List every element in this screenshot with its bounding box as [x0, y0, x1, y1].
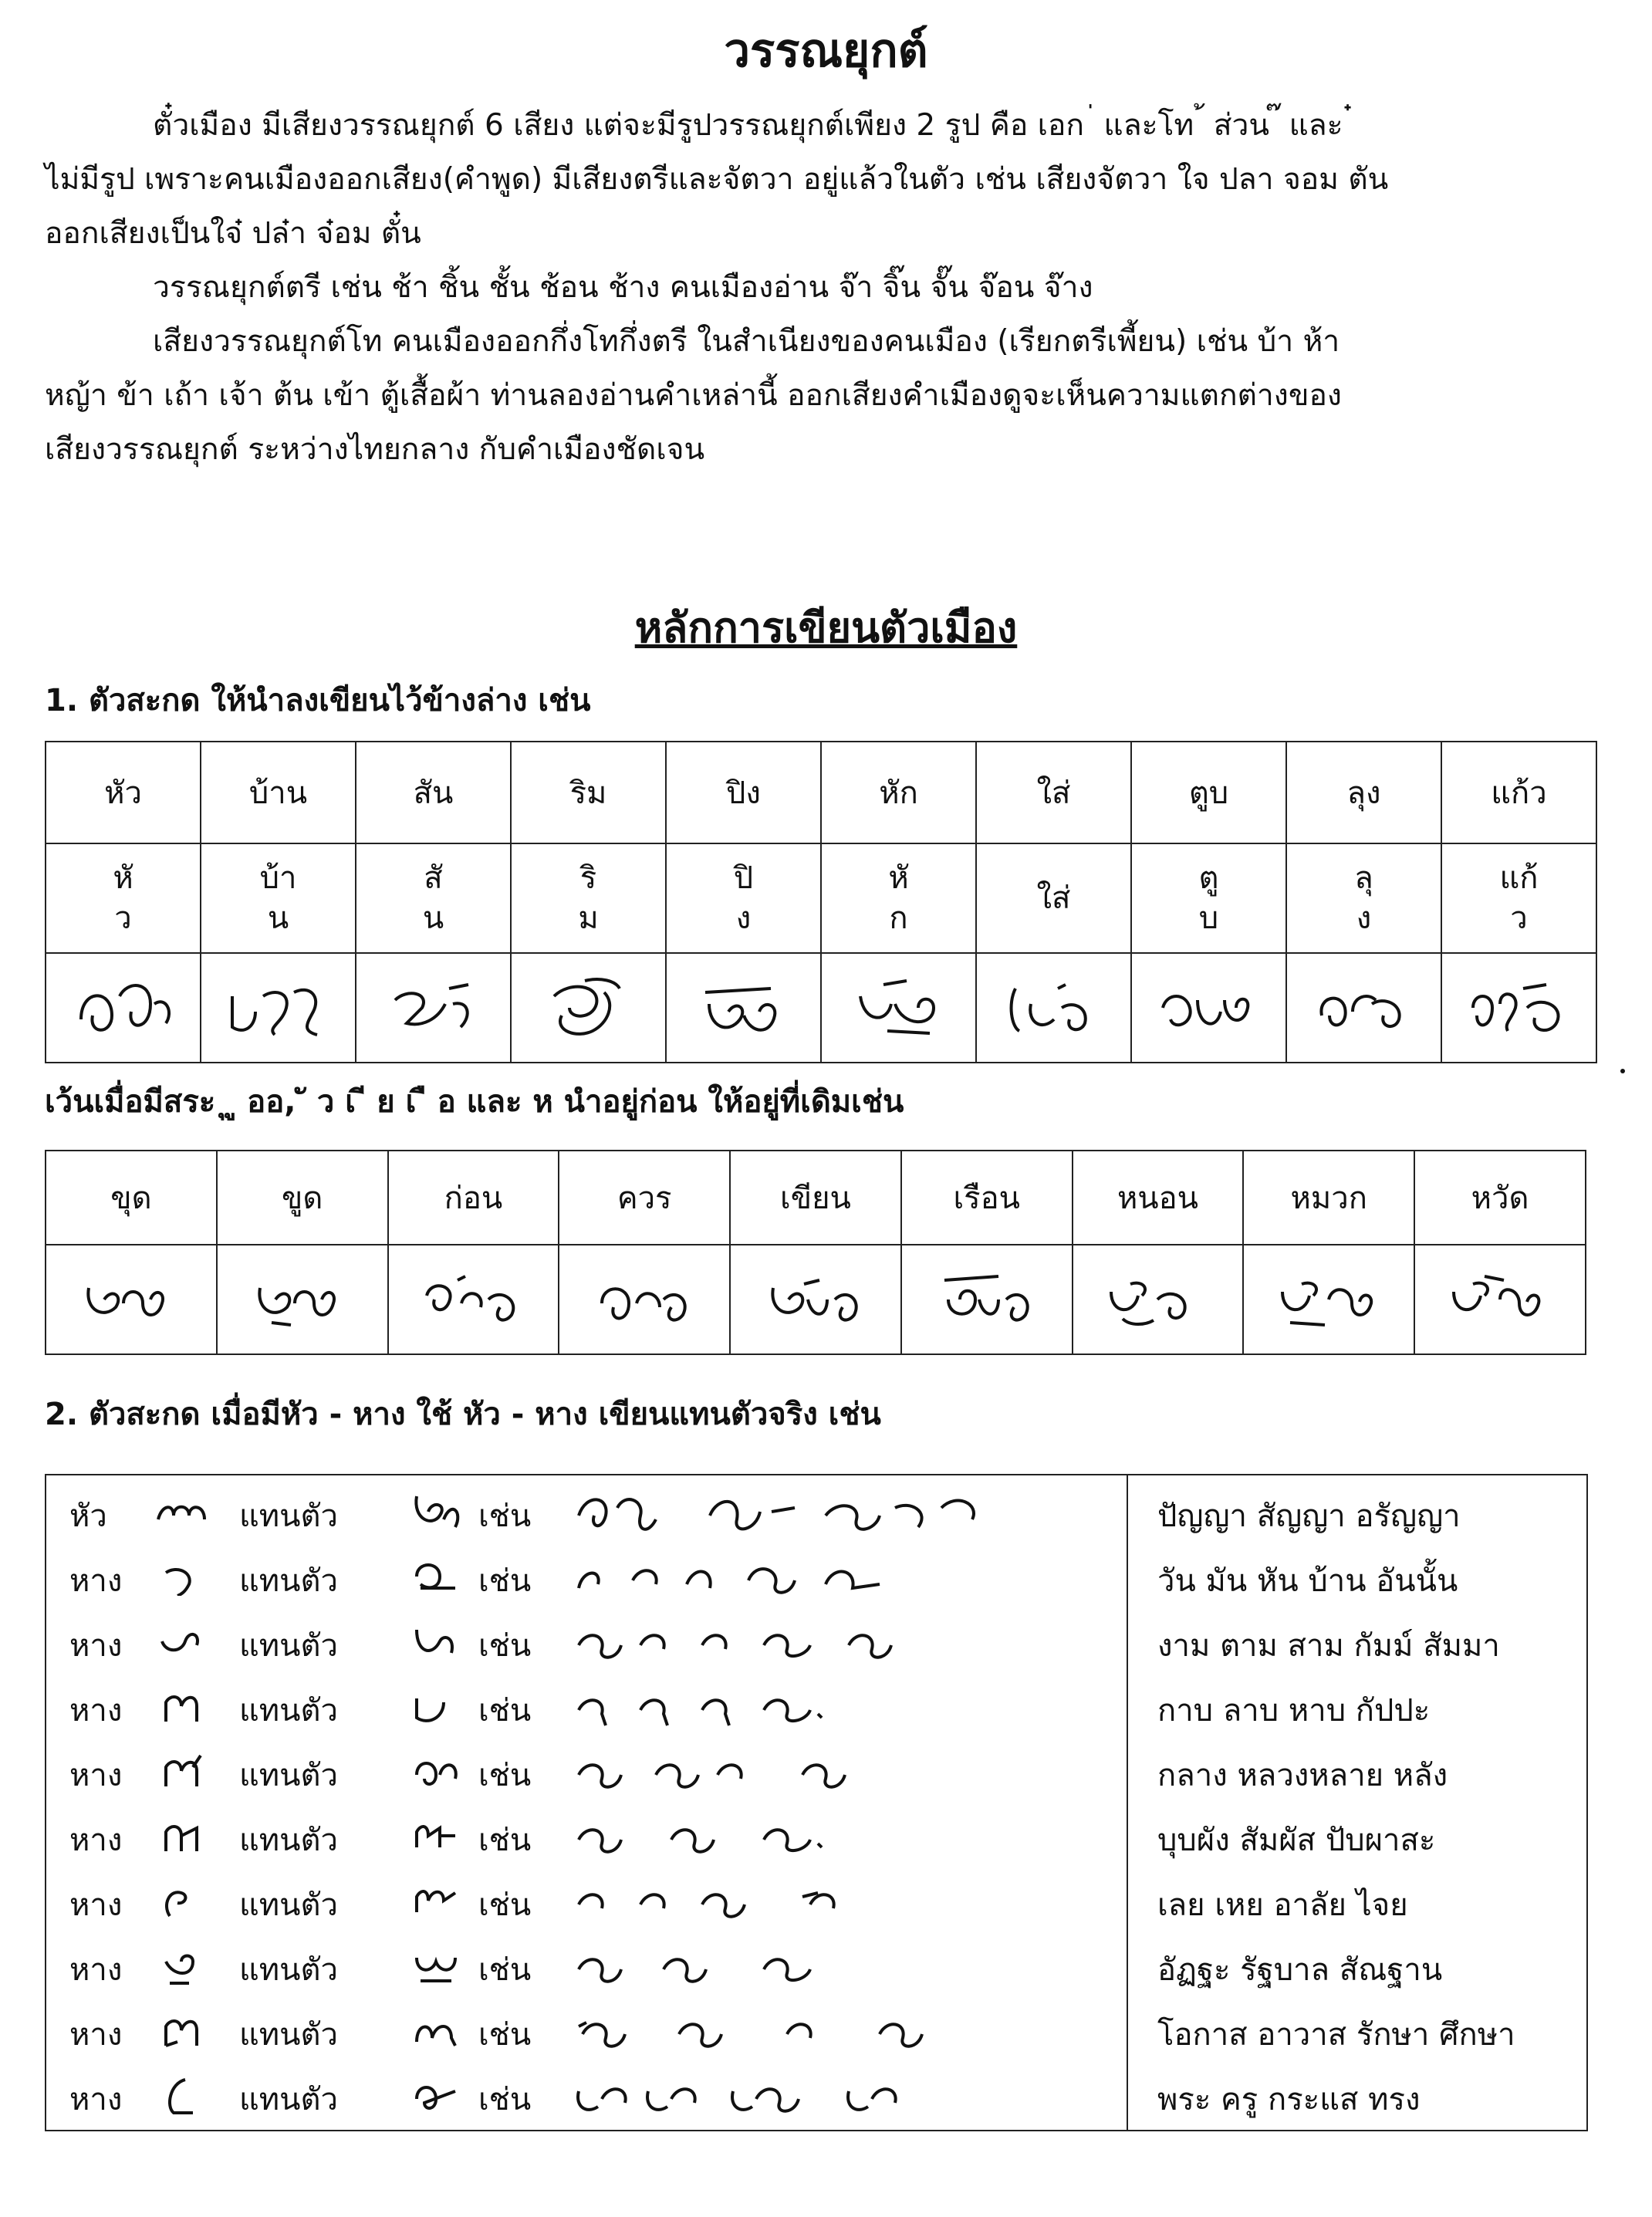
tail-row [69, 1613, 1119, 1678]
thai-example: กลาง หลวงหลาย หลัง [1157, 1758, 1448, 1793]
lanna-handwriting [571, 1550, 1119, 1611]
table-cell-word: ขุด [46, 1151, 217, 1245]
table-cell-word: เรือน [901, 1151, 1073, 1245]
table-row-words [46, 1151, 1586, 1245]
lanna-letter [394, 1813, 478, 1867]
table-cell-word: บ้าน [201, 742, 356, 843]
stacked-top: บ้า [259, 860, 297, 896]
stacked-bottom: ม [578, 901, 599, 936]
tail-row [69, 2067, 1119, 2131]
thai-example: พระ ครู กระแส ทรง [1157, 2082, 1421, 2117]
tail-instead-label: แทนตัว [239, 2017, 338, 2053]
tail-part-label: หาง [69, 1758, 123, 1793]
stacked-bottom: ง [1356, 901, 1372, 936]
table-cell-word: ก่อน [388, 1151, 559, 1245]
tail-row [69, 1872, 1119, 1937]
tail-glyph [154, 1946, 239, 1992]
tail-part-label: หาง [69, 1887, 123, 1923]
table-cell-word: หัก [821, 742, 976, 843]
stacked-top: ใส่ [1036, 880, 1071, 916]
tail-instead-label: แทนตัว [239, 1887, 338, 1923]
tail-part-label: หาง [69, 1952, 123, 1988]
tail-instead-label: แทนตัว [239, 1952, 338, 1988]
intro-line: หญ้า ข้า เถ้า เจ้า ต้น เข้า ตู้เสื้อผ้า ท่านลองอ่านคำเหล่านี้ ออกเสียงคำเมืองดูจะเห็นความแตกต่างของ [45, 378, 1342, 413]
lanna-handwriting [571, 1874, 1119, 1935]
tail-glyph [154, 1752, 239, 1798]
stacked-top: ลุ [1354, 860, 1373, 896]
stray-dot [1620, 1069, 1625, 1073]
lanna-handwriting [1286, 953, 1441, 1063]
table-cell-word: เขียน [730, 1151, 901, 1245]
table-cell-word: ใส่ [976, 742, 1131, 843]
tail-instead-label: แทนตัว [239, 1563, 338, 1599]
tail-instead-label: แทนตัว [239, 1628, 338, 1664]
lanna-handwriting [46, 953, 201, 1063]
lanna-handwriting [356, 953, 511, 1063]
tail-glyph [154, 1881, 239, 1928]
section-title: หลักการเขียนตัวเมือง [634, 603, 1018, 652]
tail-glyph [154, 1492, 239, 1539]
tail-part-label: หาง [69, 1563, 123, 1599]
lanna-handwriting [571, 2003, 1119, 2065]
lanna-handwriting [559, 1245, 730, 1354]
stacked-top: สั [424, 860, 443, 896]
tail-row [69, 1807, 1119, 1872]
lanna-handwriting [1131, 953, 1286, 1063]
stacked-top: ตู [1198, 860, 1219, 896]
table-row-lanna-script [46, 1245, 1586, 1354]
tail-glyph [154, 1687, 239, 1733]
rule-1-heading: 1. ตัวสะกด ให้นำลงเขียนไว้ข้างล่าง เช่น [45, 683, 591, 718]
lanna-handwriting [1414, 1245, 1586, 1354]
lanna-handwriting [571, 2068, 1119, 2130]
intro-line: เสียงวรรณยุกต์โท คนเมืองออกกึ่งโทกึ่งตรี ในสำเนียงของคนเมือง (เรียกตรีเพี้ยน) เช่น บ้า ห้า [153, 324, 1340, 359]
thai-example: กาบ ลาบ หาบ กัปปะ [1157, 1693, 1431, 1729]
stacked-bottom: น [267, 901, 289, 936]
tail-eg-label: เช่น [478, 1758, 532, 1793]
lanna-handwriting [46, 1245, 217, 1354]
intro-line: ตั๋วเมือง มีเสียงวรรณยุกต์ 6 เสียง แต่จะมีรูปวรรณยุกต์เพียง 2 รูป คือ เอก ่ และโท ้ ส่วน ๊ และ ๋ [153, 108, 1353, 143]
lanna-handwriting [571, 1679, 1119, 1741]
tail-eg-label: เช่น [478, 1887, 532, 1923]
tail-glyph [154, 1622, 239, 1668]
lanna-letter [394, 2007, 478, 2062]
final-consonant-table [45, 741, 1597, 1063]
table-cell-word: หมวก [1243, 1151, 1414, 1245]
lanna-letter [394, 1618, 478, 1673]
tail-eg-label: เช่น [478, 1693, 532, 1729]
table-cell-word: แก้ว [1441, 742, 1596, 843]
page-title: วรรณยุกต์ [724, 24, 928, 78]
tail-glyph [154, 1817, 239, 1863]
lanna-handwriting [571, 1938, 1119, 2000]
table-cell-word: ควร [559, 1151, 730, 1245]
tail-part-label: หาง [69, 1628, 123, 1664]
tail-part-label: หาง [69, 2082, 123, 2117]
lanna-handwriting [901, 1245, 1073, 1354]
table-cell-stacked [821, 843, 976, 953]
lanna-handwriting [1441, 953, 1596, 1063]
stacked-top: แก้ [1499, 860, 1539, 896]
table-cell-word: หวัด [1414, 1151, 1586, 1245]
table-cell-stacked [976, 843, 1131, 953]
table-cell-stacked [666, 843, 821, 953]
lanna-handwriting [571, 1614, 1119, 1676]
lanna-handwriting [511, 953, 666, 1063]
head-tail-box [45, 1474, 1588, 2131]
lanna-handwriting [821, 953, 976, 1063]
table-cell-word: ขูด [217, 1151, 388, 1245]
tail-instead-label: แทนตัว [239, 1693, 338, 1729]
thai-example: โอกาส อาวาส รักษา ศึกษา [1157, 2017, 1515, 2053]
table-cell-word: ตูบ [1131, 742, 1286, 843]
table-cell-stacked [1131, 843, 1286, 953]
lanna-letter [394, 1489, 478, 1543]
tail-part-label: หาง [69, 1823, 123, 1858]
table-row-lanna-script [46, 953, 1596, 1063]
exception-note: เว้นเมื่อมีสระ ุ ู ออ, ั ว เ ี ย เ ื อ และ ห นำอยู่ก่อน ให้อยู่ที่เดิมเช่น [45, 1084, 904, 1120]
tail-eg-label: เช่น [478, 1952, 532, 1988]
table-cell-word: ริม [511, 742, 666, 843]
thai-example: อัฏฐะ รัฐบาล สัณฐาน [1157, 1952, 1443, 1988]
lanna-handwriting [571, 1744, 1119, 1806]
tail-row [69, 1678, 1119, 1742]
intro-line: เสียงวรรณยุกต์ ระหว่างไทยกลาง กับคำเมืองชัดเจน [45, 432, 705, 467]
tail-row [69, 1742, 1119, 1807]
tail-eg-label: เช่น [478, 2082, 532, 2117]
thai-example: วัน มัน หัน บ้าน อันนั้น [1157, 1563, 1458, 1599]
lanna-handwriting [201, 953, 356, 1063]
stacked-top: หั [113, 860, 133, 896]
stacked-bottom: ก [889, 901, 908, 936]
lanna-letter [394, 2072, 478, 2127]
intro-line: ไม่มีรูป เพราะคนเมืองออกเสียง(คำพูด) มีเสียงตรีและจัตวา อยู่แล้วในตัว เช่น เสียงจัตวา ใจ ปลา จอม ตัน [45, 162, 1389, 197]
stacked-top: ปิ [733, 860, 754, 896]
tail-part-label: หาง [69, 1693, 123, 1729]
lanna-handwriting [1073, 1245, 1244, 1354]
tail-row [69, 1937, 1119, 2002]
tail-row [69, 2002, 1119, 2067]
table-cell-word: ปิง [666, 742, 821, 843]
thai-example: เลย เหย อาลัย ไจย [1157, 1887, 1408, 1923]
tail-eg-label: เช่น [478, 1823, 532, 1858]
lanna-letter [394, 1748, 478, 1803]
tail-glyph [154, 2076, 239, 2122]
lanna-handwriting [217, 1245, 388, 1354]
tail-glyph [154, 2011, 239, 2057]
stacked-top: หั [888, 860, 909, 896]
stacked-bottom: น [422, 901, 444, 936]
table-cell-stacked [356, 843, 511, 953]
stacked-bottom: บ [1198, 901, 1219, 936]
table-cell-stacked [511, 843, 666, 953]
tail-eg-label: เช่น [478, 1628, 532, 1664]
table-cell-stacked [1441, 843, 1596, 953]
table-cell-stacked [46, 843, 201, 953]
lanna-handwriting [388, 1245, 559, 1354]
table-cell-word: ลุง [1286, 742, 1441, 843]
rule-2-heading: 2. ตัวสะกด เมื่อมีหัว - หาง ใช้ หัว - หาง เขียนแทนตัวจริง เช่น [45, 1397, 881, 1432]
tail-instead-label: แทนตัว [239, 1823, 338, 1858]
tail-part-label: หัว [69, 1499, 107, 1534]
table-cell-word: หัว [46, 742, 201, 843]
lanna-handwriting [1243, 1245, 1414, 1354]
tail-eg-label: เช่น [478, 1499, 532, 1534]
lanna-handwriting [666, 953, 821, 1063]
lanna-letter [394, 1683, 478, 1738]
tail-glyph [154, 1557, 239, 1604]
lanna-letter [394, 1553, 478, 1608]
table-cell-stacked [1286, 843, 1441, 953]
lanna-handwriting [976, 953, 1131, 1063]
thai-examples-column [1157, 1483, 1574, 2131]
table-cell-stacked [201, 843, 356, 953]
table-cell-word: สัน [356, 742, 511, 843]
tail-eg-label: เช่น [478, 1563, 532, 1599]
stacked-top: ริ [579, 860, 597, 896]
intro-paragraphs [45, 99, 1588, 477]
box-divider [1127, 1475, 1128, 2130]
tail-instead-label: แทนตัว [239, 2082, 338, 2117]
tail-row [69, 1548, 1119, 1613]
intro-line: วรรณยุกต์ตรี เช่น ช้า ชิ้น ชั้น ช้อน ช้าง คนเมืองอ่าน จ๊า จิ๊น จั๊น จ๊อน จ๊าง [153, 270, 1093, 305]
lanna-letter [394, 1942, 478, 1997]
table-row-words [46, 742, 1596, 843]
thai-example: บุบผัง สัมผัส ปับผาสะ [1157, 1823, 1436, 1858]
lanna-handwriting [571, 1485, 1119, 1546]
tail-eg-label: เช่น [478, 2017, 532, 2053]
stacked-bottom: ว [114, 901, 132, 936]
exception-table [45, 1150, 1586, 1355]
intro-line: ออกเสียงเป็นใจ๋ ปล๋า จ๋อม ตั๋น [45, 216, 421, 251]
tail-part-label: หาง [69, 2017, 123, 2053]
table-row-stacked [46, 843, 1596, 953]
tail-instead-label: แทนตัว [239, 1758, 338, 1793]
lanna-handwriting [730, 1245, 901, 1354]
thai-example: งาม ตาม สาม กัมม์ สัมมา [1157, 1628, 1500, 1664]
lanna-letter [394, 1877, 478, 1932]
stacked-bottom: ว [1510, 901, 1528, 936]
tail-instead-label: แทนตัว [239, 1499, 338, 1534]
thai-example: ปัญญา สัญญา อรัญญา [1157, 1499, 1461, 1534]
table-cell-word: หนอน [1073, 1151, 1244, 1245]
lanna-handwriting [571, 1809, 1119, 1871]
tail-row [69, 1483, 1119, 1548]
stacked-bottom: ง [735, 901, 752, 936]
